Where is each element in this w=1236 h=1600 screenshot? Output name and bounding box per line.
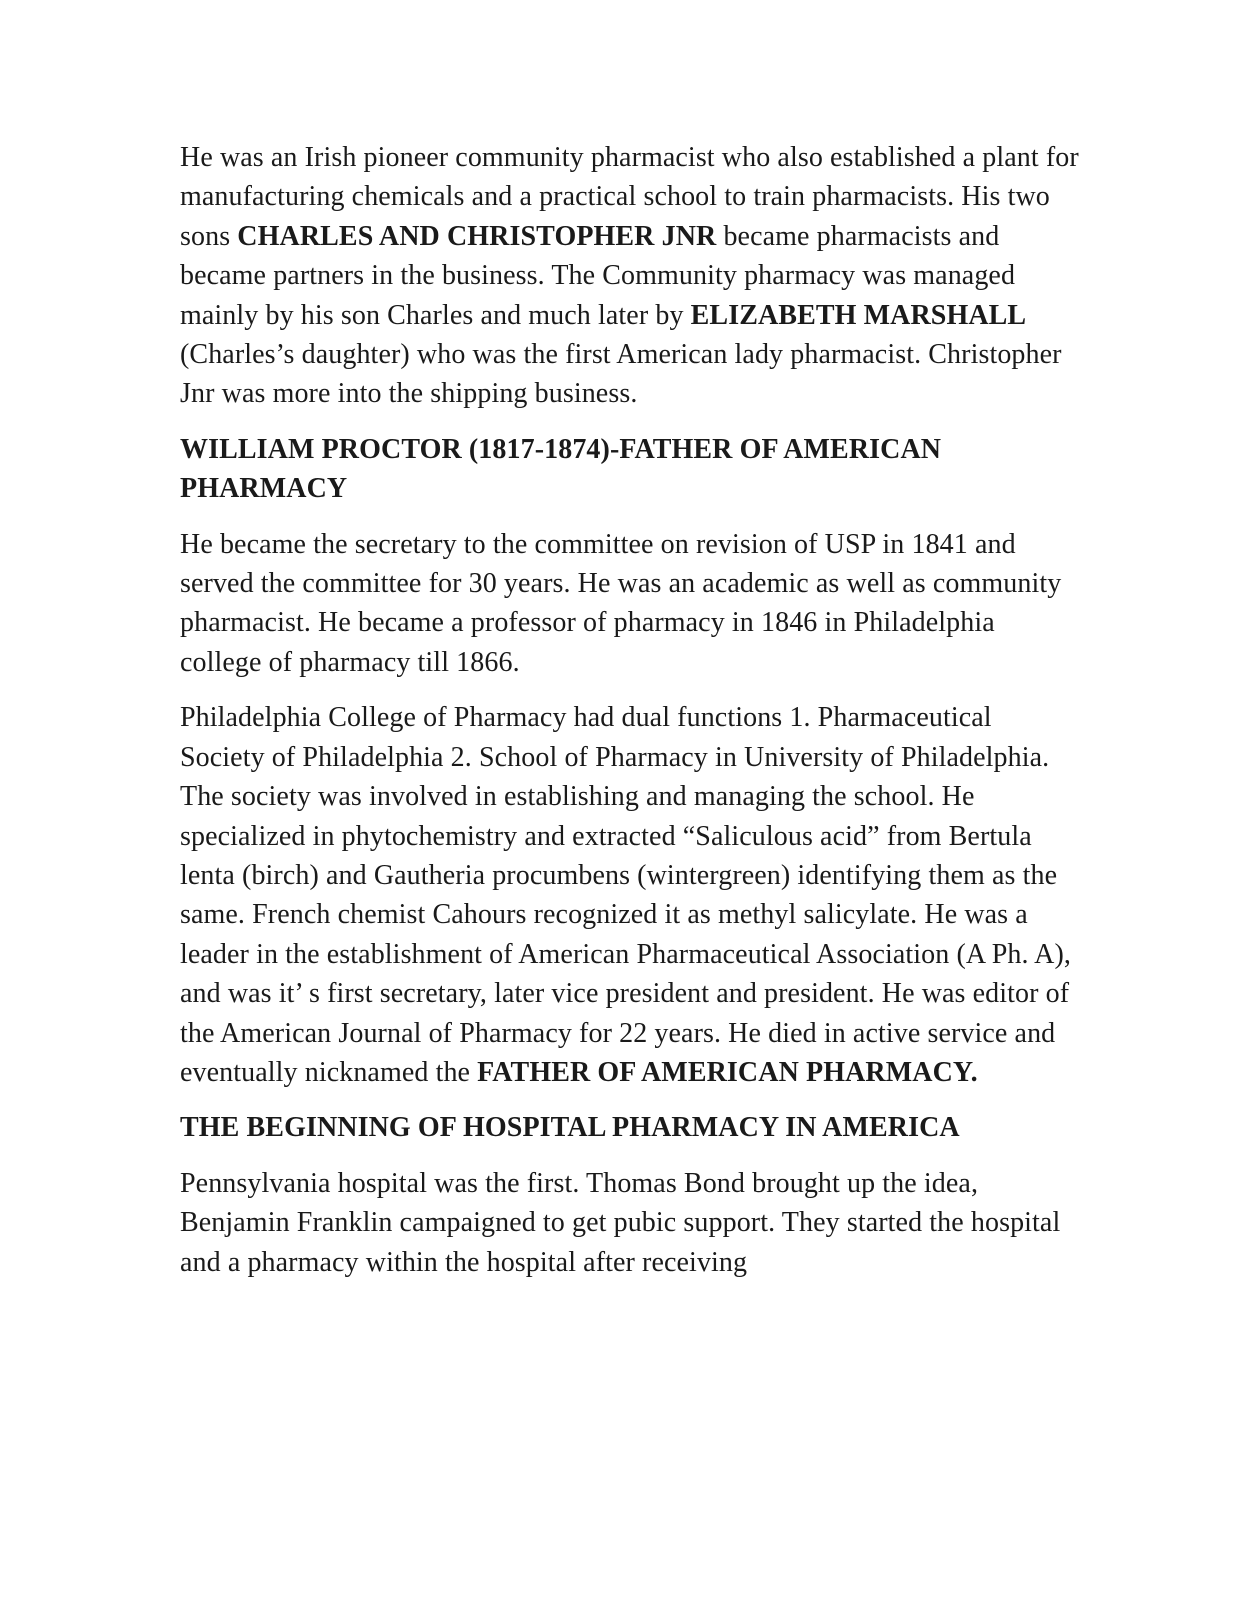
text-span: (Charles’s daughter) who was the first American lady pharmacist. Christopher Jnr was more into the shipping business. [180, 339, 1062, 410]
heading-william-proctor: WILLIAM PROCTOR (1817-1874)-FATHER OF AMERICAN PHARMACY [180, 433, 942, 505]
bold-names-sons: CHARLES AND CHRISTOPHER JNR [237, 220, 717, 252]
bold-father-of-american-pharmacy: FATHER OF AMERICAN PHARMACY. [477, 1056, 978, 1088]
paragraph-usp-secretary: He became the secretary to the committee on revision of USP in 1841 and served the committee for 30 years. He was an academic as well as community pharmacist. He became a professor of pharmacy in 1846 in Philadelphia college of pharmacy till 1866. [180, 528, 1062, 678]
text-span: became pharmacists and became partners in the business. The Community pharmacy was managed mainly by his son Charles and much later by [180, 220, 1016, 331]
paragraph-philadelphia-college [180, 698, 1080, 1092]
text-span: Philadelphia College of Pharmacy had dual functions 1. Pharmaceutical Society of Philadelphia 2. School of Pharmacy in University of Philadelphia. The society was involved in establishing and managing the school. He specialized in phytochemistry and extracted “Saliculous acid” from Bertula lenta (birch) and Gautheria procumbens (wintergreen) identifying them as the same. French chemist Cahours recognized it as methyl salicylate. He was a leader in the establishment of American Pharmaceutical Association (A Ph. A), and was it’ s first secretary, later vice president and president. He was editor of the American Journal of Pharmacy for 22 years. He died in active service and eventually nicknamed the [180, 702, 1072, 1088]
heading-hospital-pharmacy: THE BEGINNING OF HOSPITAL PHARMACY IN AMERICA [180, 1112, 960, 1144]
paragraph-irish-pioneer [180, 138, 1080, 414]
text-span: He was an Irish pioneer community pharmacist who also established a plant for manufacturing chemicals and a practical school to train pharmacists. His two sons [180, 142, 1079, 252]
document-page [180, 138, 1080, 1298]
paragraph-pennsylvania-hospital: Pennsylvania hospital was the first. Thomas Bond brought up the idea, Benjamin Franklin campaigned to get pubic support. They started the hospital and a pharmacy within the hospital after receiving [180, 1167, 1061, 1278]
bold-name-elizabeth: ELIZABETH MARSHALL [690, 299, 1027, 331]
